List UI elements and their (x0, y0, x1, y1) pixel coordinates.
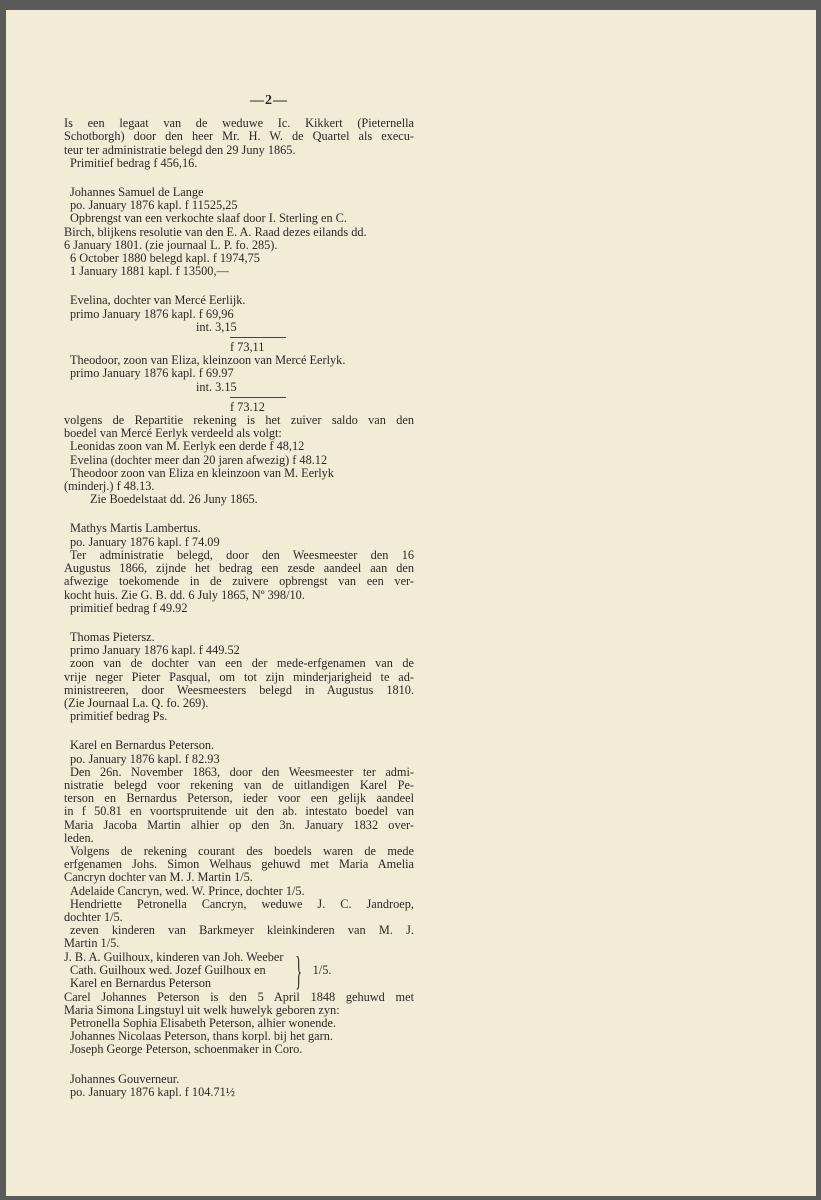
text-line: Schotborgh) door den heer Mr. H. W. de Quartel als execu- (64, 129, 414, 144)
text-line: dochter 1/5. (64, 909, 123, 924)
text-line: po. January 1876 kapl. f 104.71½ (70, 1084, 235, 1099)
total-line: f 73.12 (230, 399, 265, 414)
text-line: Adelaide Cancryn, wed. W. Prince, dochter 1/5. (70, 883, 305, 898)
text-line: Volgens de rekening courant des boedels waren de mede (70, 843, 414, 858)
text-line: Den 26n. November 1863, door den Weesmeester ter admi- (70, 764, 414, 779)
text-line: primo January 1876 kapl. f 69,96 (70, 306, 234, 321)
entry-de-lange (64, 186, 414, 278)
sum-rule (230, 337, 286, 338)
entry-gouverneur (64, 1073, 414, 1099)
text-line: 6 October 1880 belegd kapl. f 1974,75 (70, 251, 260, 266)
text-line: afwezige toekomende in de zuivere opbrengst van een ver- (64, 574, 414, 589)
document-page (6, 10, 816, 1196)
text-line: ministreeren, door Weesmeesters belegd in Augustus 1810. (64, 682, 414, 697)
text-line: Ter administratie belegd, door den Weesmeester den 16 (70, 547, 414, 562)
text-line: Martin 1/5. (64, 936, 120, 951)
text-line: Primitief bedrag f 456,16. (70, 155, 198, 170)
text-line: leden. (64, 830, 94, 845)
text-line: in f 50.81 en voortspruitende uit den ab. intestato boedel van (64, 804, 414, 819)
text-line: 6 January 1801. (zie journaal L. P. fo. 285). (64, 237, 278, 252)
text-line: Johannes Nicolaas Peterson, thans korpl. bij het garn. (70, 1029, 333, 1044)
entry-evelina-theodoor (64, 294, 414, 414)
text-line: Joseph George Peterson, schoenmaker in Coro. (70, 1042, 303, 1057)
text-line: Is een legaat van de weduwe Ic. Kikkert (Pieternella (64, 116, 414, 131)
text-line: Augustus 1866, zijnde het bedrag een zesde aandeel aan den (64, 561, 414, 576)
text-line: primo January 1876 kapl. f 449.52 (70, 643, 240, 658)
text-line: Zie Boedelstaat dd. 26 Juny 1865. (90, 492, 258, 507)
entry-lambertus (64, 522, 414, 614)
entry-pietersz (64, 631, 414, 723)
text-line: Karel en Bernardus Peterson (70, 976, 212, 991)
page-content (64, 94, 414, 1099)
text-line: Leonidas zoon van M. Eerlyk een derde f 48,12 (70, 439, 305, 454)
text-line: Evelina (dochter meer dan 20 jaren afwezig) f 48.12 (70, 452, 328, 467)
text-line: Carel Johannes Peterson is den 5 April 1848 gehuwd met (64, 989, 414, 1004)
text-line: J. B. A. Guilhoux, kinderen van Joh. Weeber (64, 949, 284, 964)
text-line: teur ter administratie belegd den 29 Juny 1865. (64, 142, 296, 157)
text-line: Hendriette Petronella Cancryn, weduwe J. C. Jandroep, (70, 896, 414, 911)
text-line: Petronella Sophia Elisabeth Peterson, alhier wonende. (70, 1015, 337, 1030)
text-line: Cath. Guilhoux wed. Jozef Guilhoux en (70, 962, 266, 977)
text-line: Maria Simona Lingstuyl uit welk huwelyk geboren zyn: (64, 1002, 340, 1017)
entry-name: Theodoor, zoon van Eliza, kleinzoon van Mercé Eerlyk. (70, 353, 346, 368)
text-line: Theodoor zoon van Eliza en kleinzoon van M. Eerlyk (70, 465, 334, 480)
entry-legaat-kikkert (64, 117, 414, 170)
text-line: po. January 1876 kapl. f 11525,25 (70, 198, 238, 213)
text-line: erfgenamen Johs. Simon Welhaus gehuwd met Maria Amelia (64, 857, 414, 872)
text-line: po. January 1876 kapl. f 74.09 (70, 534, 220, 549)
text-line: kocht huis. Zie G. B. dd. 6 July 1865, Nº 398/10. (64, 587, 305, 602)
brace-value: 1/5. (312, 962, 332, 977)
text-line: primitief bedrag Ps. (70, 709, 168, 724)
entry-repartitie (64, 414, 414, 506)
text-line: vrije neger Pieter Pasqual, om tot zijn minderjarigheid te ad- (64, 669, 414, 684)
total-line: f 73,11 (230, 340, 265, 355)
text-line: primo January 1876 kapl. f 69.97 (70, 366, 234, 381)
curly-brace-icon: } (295, 947, 303, 993)
entry-name: Johannes Samuel de Lange (70, 185, 204, 200)
text-line: int. 3,15 (196, 319, 237, 334)
entry-name: Johannes Gouverneur. (70, 1071, 180, 1086)
text-line: (minderj.) f 48.13. (64, 479, 155, 494)
text-line: Birch, blijkens resolutie van den E. A. Raad dezes eilands dd. (64, 224, 367, 239)
text-line: int. 3.15 (196, 379, 237, 394)
page-number: —2— (250, 93, 288, 108)
text-line: terson en Bernardus Peterson, ieder voor een gelijk aandeel (64, 791, 414, 806)
text-line: nistratie belegd voor rekening van de uitlandigen Karel Pe- (64, 777, 414, 792)
sum-rule (230, 397, 286, 398)
text-line: 1 January 1881 kapl. f 13500,— (70, 264, 229, 279)
text-line: volgens de Repartitie rekening is het zuiver saldo van den (64, 413, 414, 428)
entry-name: Thomas Pietersz. (70, 629, 155, 644)
text-line: Cancryn dochter van M. J. Martin 1/5. (64, 870, 253, 885)
text-line: zoon van de dochter van een der mede-erfgenamen van de (70, 656, 414, 671)
text-line: zeven kinderen van Barkmeyer kleinkinderen van M. J. (70, 923, 414, 938)
text-line: Opbrengst van een verkochte slaaf door I. Sterling en C. (70, 211, 347, 226)
entry-carel-johannes (64, 991, 414, 1057)
brace-group (64, 947, 414, 993)
entry-name: Karel en Bernardus Peterson. (70, 738, 215, 753)
entry-name: Evelina, dochter van Mercé Eerlijk. (70, 293, 246, 308)
text-line: (Zie Journaal La. Q. fo. 269). (64, 695, 209, 710)
text-line: primitief bedrag f 49.92 (70, 600, 188, 615)
entry-peterson (64, 739, 414, 950)
text-line: boedel van Mercé Eerlyk verdeeld als volgt: (64, 426, 282, 441)
entry-name: Mathys Martis Lambertus. (70, 521, 201, 536)
text-line: po. January 1876 kapl. f 82.93 (70, 751, 220, 766)
brace-names (64, 951, 283, 991)
text-line: Maria Jacoba Martin alhier op den 3n. January 1832 over- (64, 817, 414, 832)
